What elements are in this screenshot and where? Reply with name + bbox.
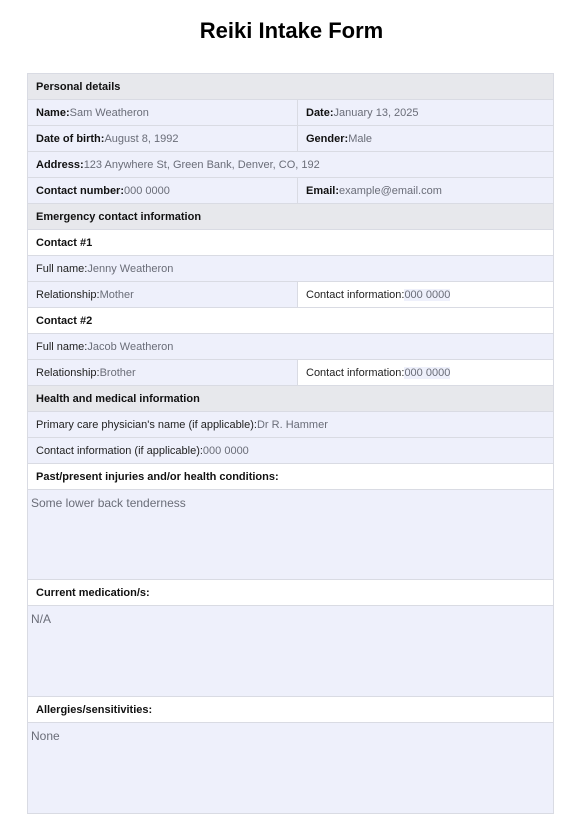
name-value: Sam Weatheron <box>69 106 149 119</box>
medication-row <box>28 606 553 697</box>
contact1-contactinfo-field[interactable] <box>297 282 553 307</box>
allergies-label-row <box>28 697 553 723</box>
section-personal-details <box>28 74 553 100</box>
allergies-textarea[interactable]: None <box>28 723 553 813</box>
contact2-heading: Contact #2 <box>28 308 553 333</box>
contactinfo-label: Contact information (if applicable): <box>36 444 203 457</box>
injuries-row <box>28 490 553 580</box>
dob-label: Date of birth: <box>36 132 105 145</box>
contact-number-value: 000 0000 <box>124 184 170 197</box>
fullname-value: Jenny Weatheron <box>87 262 174 275</box>
gender-value: Male <box>348 132 373 145</box>
intake-form <box>27 73 554 814</box>
health-contactinfo-row <box>28 438 553 464</box>
allergies-row <box>28 723 553 813</box>
physician-row <box>28 412 553 438</box>
contactinfo-value: 000 0000 <box>404 366 451 379</box>
dob-gender-row <box>28 126 553 152</box>
gender-field[interactable] <box>297 126 553 151</box>
dob-value: August 8, 1992 <box>104 132 179 145</box>
section-heading: Personal details <box>28 74 553 99</box>
section-heading: Emergency contact information <box>28 204 553 229</box>
section-heading: Health and medical information <box>28 386 553 411</box>
contact-email-row <box>28 178 553 204</box>
contact1-fullname-field[interactable] <box>28 256 553 281</box>
address-label: Address: <box>36 158 84 171</box>
contact-number-field[interactable] <box>28 178 297 203</box>
relationship-label: Relationship: <box>36 288 100 301</box>
form-title: Reiki Intake Form <box>199 18 384 43</box>
date-value: January 13, 2025 <box>333 106 419 119</box>
name-date-row <box>28 100 553 126</box>
contact2-relationship-row <box>28 360 553 386</box>
medication-label: Current medication/s: <box>28 580 553 605</box>
contactinfo-value: 000 0000 <box>202 444 249 457</box>
dob-field[interactable] <box>28 126 297 151</box>
name-field[interactable] <box>28 100 297 125</box>
email-value: example@email.com <box>339 184 442 197</box>
physician-label: Primary care physician's name (if applicable): <box>36 418 257 431</box>
fullname-label: Full name: <box>36 262 88 275</box>
email-label: Email: <box>306 184 340 197</box>
relationship-value: Brother <box>99 366 136 379</box>
contact2-contactinfo-field[interactable] <box>297 360 553 385</box>
health-contactinfo-field[interactable] <box>28 438 553 463</box>
contact1-heading: Contact #1 <box>28 230 553 255</box>
address-row <box>28 152 553 178</box>
relationship-value: Mother <box>99 288 134 301</box>
contact2-fullname-row <box>28 334 553 360</box>
contact1-heading-row <box>28 230 553 256</box>
name-label: Name: <box>36 106 70 119</box>
address-field[interactable] <box>28 152 553 177</box>
contact1-relationship-row <box>28 282 553 308</box>
relationship-label: Relationship: <box>36 366 100 379</box>
contact2-relationship-field[interactable] <box>28 360 297 385</box>
contact1-fullname-row <box>28 256 553 282</box>
contact2-heading-row <box>28 308 553 334</box>
medication-textarea[interactable]: N/A <box>28 606 553 696</box>
gender-label: Gender: <box>306 132 349 145</box>
contact2-fullname-field[interactable] <box>28 334 553 359</box>
date-field[interactable] <box>297 100 553 125</box>
contactinfo-label: Contact information: <box>306 366 405 379</box>
fullname-label: Full name: <box>36 340 88 353</box>
section-health-medical <box>28 386 553 412</box>
date-label: Date: <box>306 106 334 119</box>
address-value: 123 Anywhere St, Green Bank, Denver, CO, 192 <box>83 158 320 171</box>
injuries-label-row <box>28 464 553 490</box>
injuries-label: Past/present injuries and/or health conditions: <box>28 464 553 489</box>
email-field[interactable] <box>297 178 553 203</box>
physician-field[interactable] <box>28 412 553 437</box>
fullname-value: Jacob Weatheron <box>87 340 174 353</box>
physician-value: Dr R. Hammer <box>256 418 328 431</box>
contact1-relationship-field[interactable] <box>28 282 297 307</box>
contact-number-label: Contact number: <box>36 184 124 197</box>
injuries-textarea[interactable]: Some lower back tenderness <box>28 490 553 579</box>
contactinfo-value: 000 0000 <box>404 288 451 301</box>
section-emergency-contact <box>28 204 553 230</box>
contactinfo-label: Contact information: <box>306 288 405 301</box>
medication-label-row <box>28 580 553 606</box>
allergies-label: Allergies/sensitivities: <box>28 697 553 722</box>
